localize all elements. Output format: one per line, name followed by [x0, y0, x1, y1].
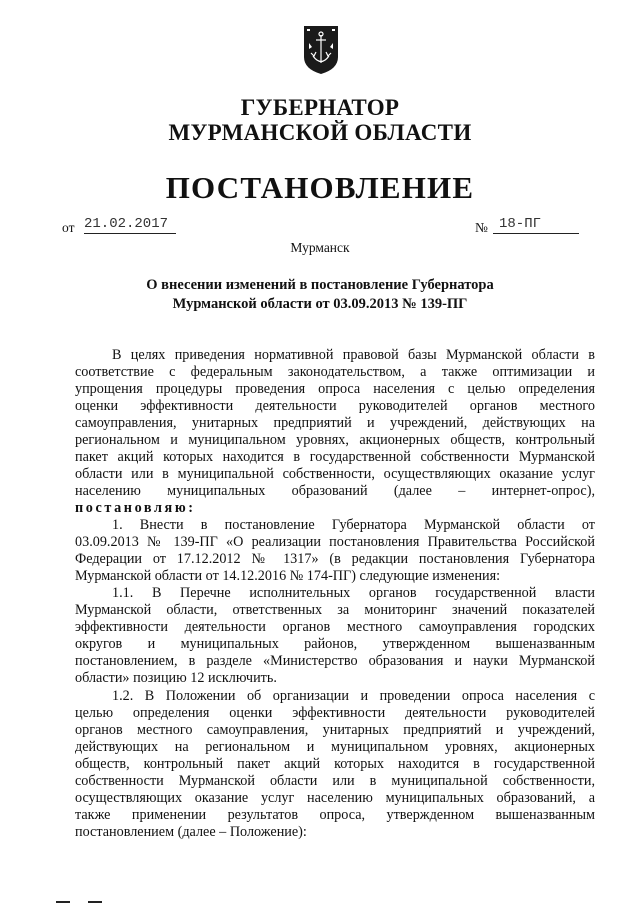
document-date: 21.02.2017 — [84, 216, 176, 234]
body-line: действующих на региональном и муниципальном уровнях, акционерных — [75, 739, 595, 755]
governor-title-line1: ГУБЕРНАТОР — [240, 95, 400, 120]
body-line: оценки эффективности деятельности руководителей органов местного — [75, 398, 595, 414]
subject-line1: О внесении изменений в постановление Губернатора — [146, 277, 494, 293]
body-line: области» позицию 12 исключить. — [75, 670, 277, 686]
body-line: также применении результатов опроса, утвержденном вышеназванным — [75, 807, 595, 823]
body-line: органов местного самоуправления, унитарных предприятий и учреждений, — [75, 722, 595, 738]
body-line: пакет акций которых находится в государственной собственности Мурманской — [75, 449, 595, 465]
document-type-heading: ПОСТАНОВЛЕНИЕ — [165, 170, 475, 205]
body-line: упрощения процедуры проведения опроса населения с целью определения — [75, 381, 595, 397]
body-line: постановлением, в разделе «Министерство образования и науки Мурманской — [75, 653, 595, 669]
body-line: 1. Внести в постановление Губернатора Мурманской области от — [112, 517, 595, 533]
body-line: округов и муниципальных районов, утвержденном вышеназванным — [75, 636, 595, 652]
body-line: региональном и муниципальном уровнях, акционерных обществ, контрольный — [75, 432, 595, 448]
body-line: В целях приведения нормативной правовой базы Мурманской области в — [112, 347, 595, 363]
body-line: эффективности деятельности органов местного самоуправления городских — [75, 619, 595, 635]
body-line: соответствие с федеральным законодательством, а также оптимизации и — [75, 364, 595, 380]
date-label: от — [62, 220, 75, 235]
body-line: Мурманской области от 14.12.2016 № 174-ПГ) следующие изменения: — [75, 568, 501, 584]
body-line: самоуправления, унитарных предприятий и учреждений, действующих на — [75, 415, 595, 431]
number-label: № — [475, 220, 488, 235]
body-line: 03.09.2013 № 139-ПГ «О реализации постановления Правительства Российской — [75, 534, 595, 550]
body-line: постановлением (далее – Положение): — [75, 824, 307, 840]
body-line: Мурманской области, ответственных за мониторинг значений показателей — [75, 602, 595, 618]
page-edge-mark — [88, 901, 102, 903]
body-line: Федерации от 17.12.2012 № 1317» (в редакции постановления Губернатора — [75, 551, 595, 567]
city-name: Мурманск — [290, 240, 350, 255]
page-edge-mark — [56, 901, 70, 903]
body-line: осуществляющих оказание услуг населению муниципальных образований, а — [75, 790, 595, 806]
body-line: целью определения оценки эффективности деятельности руководителей — [75, 705, 595, 721]
subject-line2: Мурманской области от 03.09.2013 № 139-ПГ — [172, 296, 468, 312]
body-line: 1.1. В Перечне исполнительных органов государственной власти — [112, 585, 595, 601]
body-line: области или в муниципальной собственности, осуществляющих оказание услуг — [75, 466, 595, 482]
body-line: населению муниципальных образований (далее – интернет-опрос), — [75, 483, 595, 499]
body-line: 1.2. В Положении об организации и проведении опроса населения с — [112, 688, 595, 704]
body-line: собственности Мурманской области или в муниципальной собственности, — [75, 773, 595, 789]
coat-of-arms-icon — [303, 25, 339, 75]
body-line: обществ, контрольный пакет акций которых находится в государственной — [75, 756, 595, 772]
governor-title-line2: МУРМАНСКОЙ ОБЛАСТИ — [168, 120, 472, 145]
document-number: 18-ПГ — [493, 216, 579, 234]
decree-word: постановляю: — [75, 500, 196, 516]
